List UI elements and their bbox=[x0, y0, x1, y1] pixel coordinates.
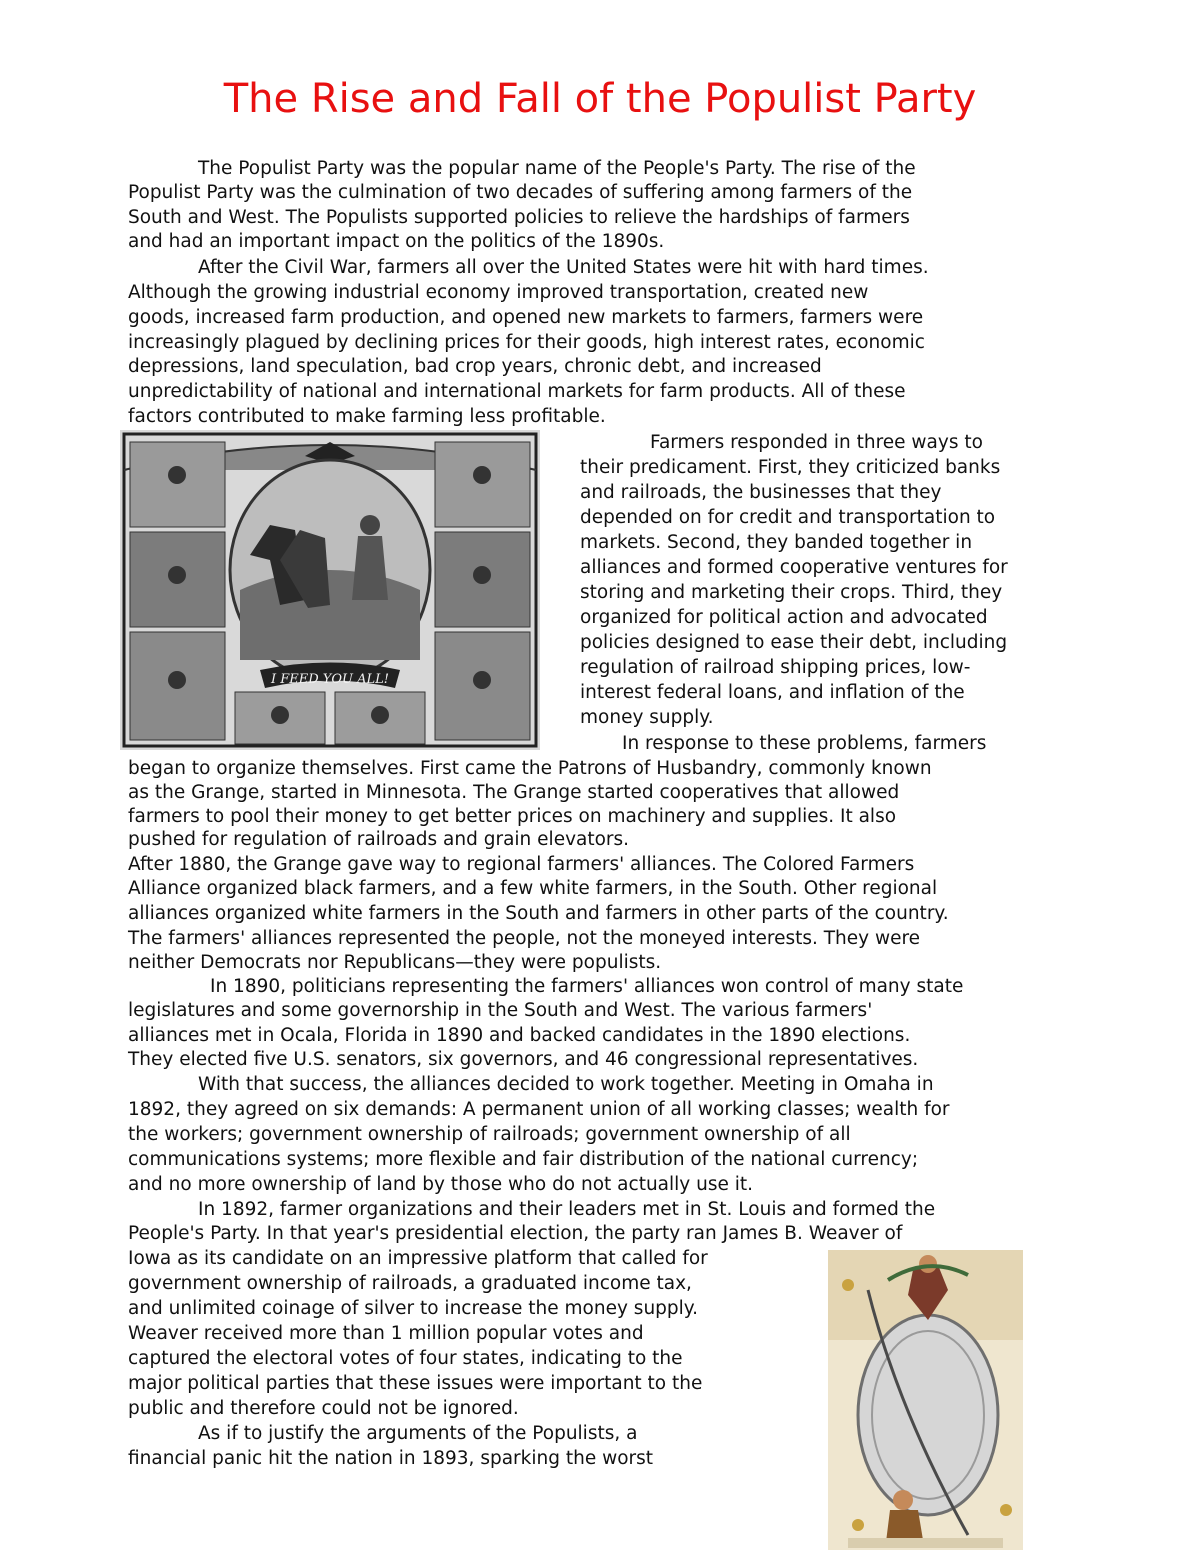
text-line: 1892, they agreed on six demands: A permanent union of all working classes; wealth for bbox=[128, 1099, 950, 1120]
text-line: captured the electoral votes of four states, indicating to the bbox=[128, 1348, 683, 1369]
text-line: and had an important impact on the politics of the 1890s. bbox=[128, 231, 665, 252]
text-line: policies designed to ease their debt, including bbox=[580, 632, 1008, 653]
text-line: They elected five U.S. senators, six governors, and 46 congressional representatives. bbox=[128, 1049, 919, 1070]
text-line: Alliance organized black farmers, and a few white farmers, in the South. Other regional bbox=[128, 878, 938, 899]
text-line: neither Democrats nor Republicans—they were populists. bbox=[128, 952, 662, 973]
text-line: communications systems; more flexible and fair distribution of the national currency; bbox=[128, 1149, 919, 1170]
text-line: government ownership of railroads, a graduated income tax, bbox=[128, 1273, 692, 1294]
text-line: depressions, land speculation, bad crop years, chronic debt, and increased bbox=[128, 356, 822, 377]
text-line: As if to justify the arguments of the Populists, a bbox=[198, 1423, 638, 1444]
text-line: and unlimited coinage of silver to increase the money supply. bbox=[128, 1298, 698, 1319]
text-line: the workers; government ownership of railroads; government ownership of all bbox=[128, 1124, 851, 1145]
text-line: legislatures and some governorship in the South and West. The various farmers' bbox=[128, 1000, 873, 1021]
text-line: unpredictability of national and international markets for farm products. All of these bbox=[128, 381, 906, 402]
text-line: goods, increased farm production, and opened new markets to farmers, farmers were bbox=[128, 307, 924, 328]
text-line: People's Party. In that year's presidential election, the party ran James B. Weaver of bbox=[128, 1223, 903, 1244]
text-line: organized for political action and advocated bbox=[580, 607, 988, 628]
text-line: financial panic hit the nation in 1893, sparking the worst bbox=[128, 1448, 654, 1469]
text-line: After the Civil War, farmers all over the United States were hit with hard times. bbox=[198, 257, 929, 278]
text-line: The farmers' alliances represented the people, not the moneyed interests. They were bbox=[128, 928, 921, 949]
text-line: In response to these problems, farmers bbox=[622, 733, 987, 754]
text-line: pushed for regulation of railroads and grain elevators. bbox=[128, 829, 630, 850]
document-title: The Rise and Fall of the Populist Party bbox=[223, 76, 977, 122]
text-line: Farmers responded in three ways to bbox=[650, 432, 983, 453]
text-line: alliances organized white farmers in the South and farmers in other parts of the country. bbox=[128, 903, 949, 924]
text-line: Iowa as its candidate on an impressive platform that called for bbox=[128, 1248, 708, 1269]
text-line: alliances met in Ocala, Florida in 1890 and backed candidates in the 1890 elections. bbox=[128, 1025, 911, 1046]
text-line: factors contributed to make farming less profitable. bbox=[128, 406, 606, 427]
text-line: money supply. bbox=[580, 707, 714, 728]
text-line: as the Grange, started in Minnesota. The Grange started cooperatives that allowed bbox=[128, 782, 900, 803]
text-line: Although the growing industrial economy improved transportation, created new bbox=[128, 282, 869, 303]
text-line: Populist Party was the culmination of two decades of suffering among farmers of the bbox=[128, 182, 913, 203]
text-line: public and therefore could not be ignored. bbox=[128, 1398, 519, 1419]
text-line: depended on for credit and transportation to bbox=[580, 507, 996, 528]
image-caption: I FEED YOU ALL! bbox=[270, 672, 390, 687]
text-line: The Populist Party was the popular name of the People's Party. The rise of the bbox=[198, 158, 916, 179]
text-line: In 1890, politicians representing the farmers' alliances won control of many state bbox=[210, 976, 964, 997]
text-line: their predicament. First, they criticized banks bbox=[580, 457, 1001, 478]
silver-coin-cartoon-image bbox=[828, 1250, 1023, 1550]
text-line: After 1880, the Grange gave way to regional farmers' alliances. The Colored Farmers bbox=[128, 854, 915, 875]
text-line: Weaver received more than 1 million popular votes and bbox=[128, 1323, 644, 1344]
text-line: With that success, the alliances decided to work together. Meeting in Omaha in bbox=[198, 1074, 934, 1095]
text-line: In 1892, farmer organizations and their leaders met in St. Louis and formed the bbox=[198, 1199, 936, 1220]
text-line: markets. Second, they banded together in bbox=[580, 532, 973, 553]
text-line: alliances and formed cooperative ventures for bbox=[580, 557, 1008, 578]
text-line: major political parties that these issues were important to the bbox=[128, 1373, 703, 1394]
text-line: storing and marketing their crops. Third, they bbox=[580, 582, 1003, 603]
text-line: farmers to pool their money to get better prices on machinery and supplies. It also bbox=[128, 806, 897, 827]
text-line: and railroads, the businesses that they bbox=[580, 482, 942, 503]
text-line: increasingly plagued by declining prices for their goods, high interest rates, economic bbox=[128, 332, 925, 353]
text-line: began to organize themselves. First came the Patrons of Husbandry, commonly known bbox=[128, 758, 932, 779]
farm-engraving-image bbox=[120, 430, 540, 750]
text-line: regulation of railroad shipping prices, low- bbox=[580, 657, 971, 678]
text-line: and no more ownership of land by those who do not actually use it. bbox=[128, 1174, 754, 1195]
text-line: South and West. The Populists supported policies to relieve the hardships of farmers bbox=[128, 207, 910, 228]
text-line: interest federal loans, and inflation of the bbox=[580, 682, 965, 703]
